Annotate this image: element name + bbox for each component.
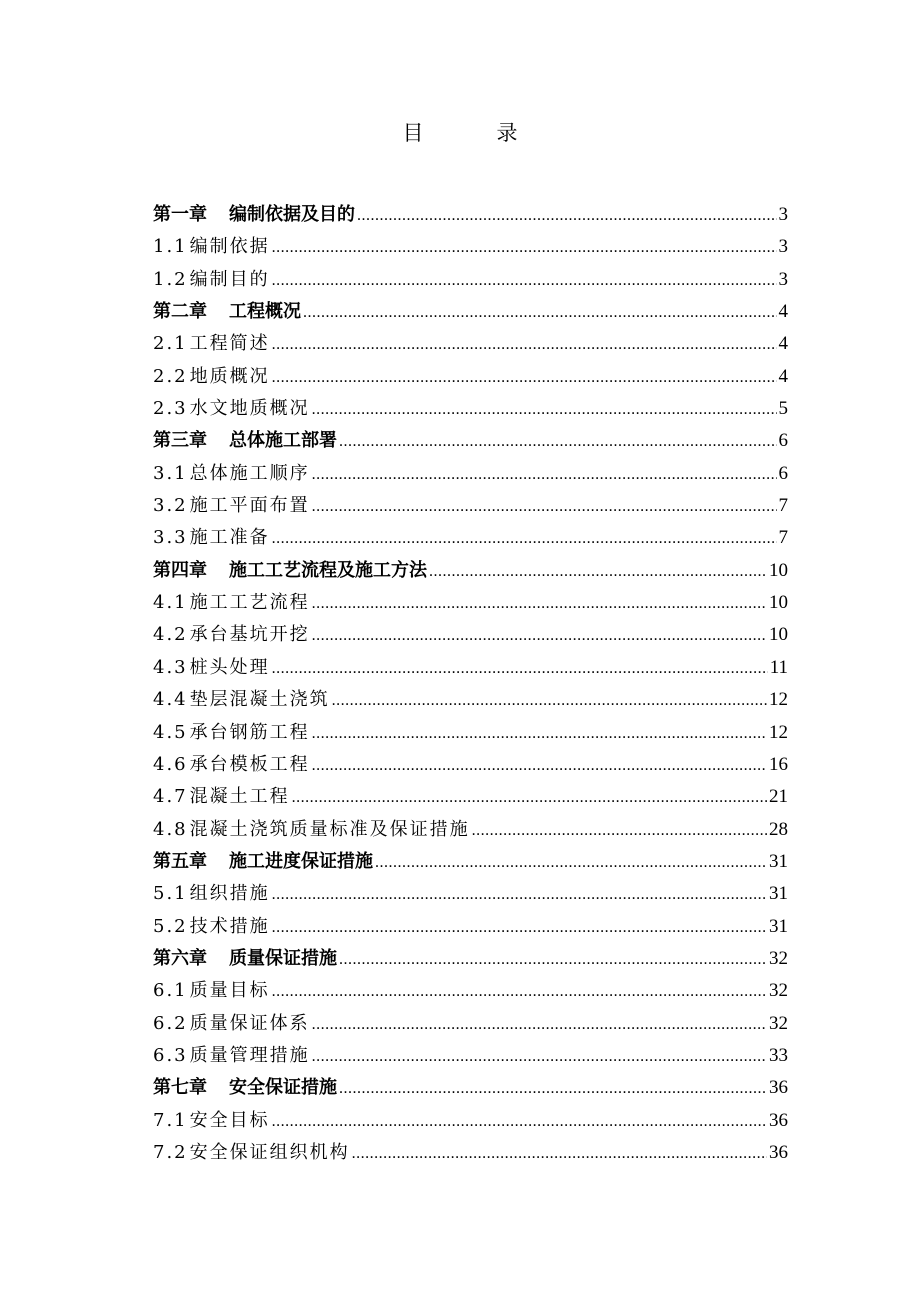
toc-entry-text: [153, 717, 310, 749]
toc-entry-number: 2.1: [153, 333, 188, 355]
toc-entry-number: 4.1: [153, 592, 188, 614]
toc-entry-text: [153, 328, 270, 360]
toc-page-number: 10: [769, 559, 788, 581]
toc-entry-title: 工程简述: [189, 333, 270, 355]
toc-dot-leader: [332, 683, 767, 717]
toc-page-number: 6: [778, 462, 788, 484]
toc-entry-number: 6.3: [153, 1044, 188, 1066]
toc-entry-text: [153, 781, 290, 813]
toc-page-number: 36: [769, 1109, 788, 1131]
toc-entry-title: 质量保证措施: [229, 947, 337, 969]
toc-entry-number: 3.1: [153, 462, 188, 484]
toc-entry-title: 质量管理措施: [189, 1044, 310, 1066]
toc-page-number: 32: [769, 947, 788, 969]
toc-dot-leader: [357, 198, 777, 232]
toc-entry-title: 工程概况: [229, 301, 301, 323]
toc-entry-title: 总体施工顺序: [189, 462, 310, 484]
toc-section-entry[interactable]: [153, 1104, 788, 1136]
toc-page-number: 36: [769, 1077, 788, 1099]
toc-section-entry[interactable]: [153, 877, 788, 909]
toc-entry-text: [153, 911, 270, 943]
toc-entry-number: 6.2: [153, 1012, 188, 1034]
toc-dot-leader: [312, 489, 777, 523]
toc-dot-leader: [272, 360, 777, 394]
toc-entry-number: 4.6: [153, 753, 188, 775]
toc-entry-number: 1.2: [153, 268, 188, 290]
toc-title: 目 录: [402, 121, 544, 145]
toc-section-entry[interactable]: [153, 651, 788, 683]
toc-section-entry[interactable]: [153, 521, 788, 553]
toc-entry-title: 安全保证组织机构: [189, 1141, 350, 1163]
toc-entry-text: [153, 975, 270, 1007]
toc-page-number: 16: [769, 753, 788, 775]
toc-entry-number: 5.2: [153, 915, 188, 937]
toc-entry-title: 混凝土浇筑质量标准及保证措施: [189, 818, 470, 840]
toc-section-entry[interactable]: [153, 392, 788, 424]
toc-section-entry[interactable]: [153, 1007, 788, 1039]
toc-dot-leader: [312, 457, 777, 491]
toc-section-entry[interactable]: [153, 813, 788, 845]
toc-entry-text: [153, 1105, 270, 1137]
toc-entry-text: [153, 264, 270, 296]
toc-entry-text: [153, 361, 270, 393]
toc-dot-leader: [352, 1136, 767, 1170]
toc-entry-number: 4.8: [153, 818, 188, 840]
toc-chapter-entry[interactable]: [153, 942, 788, 974]
toc-entry-title: 地质概况: [189, 365, 270, 387]
toc-entry-title: 安全保证措施: [229, 1077, 337, 1099]
toc-entry-title: 承台钢筋工程: [189, 721, 310, 743]
toc-entry-number: 2.2: [153, 365, 188, 387]
toc-section-entry[interactable]: [153, 780, 788, 812]
toc-entry-title: 质量目标: [189, 980, 270, 1002]
toc-entry-number: 4.7: [153, 786, 188, 808]
toc-page-number: 31: [769, 883, 788, 905]
toc-dot-leader: [312, 716, 767, 750]
toc-list: [153, 198, 788, 1168]
toc-entry-text: [153, 749, 310, 781]
toc-entry-number: 第六章: [153, 947, 207, 969]
toc-entry-text: [153, 296, 301, 328]
toc-chapter-entry[interactable]: [153, 295, 788, 327]
toc-page-number: 3: [778, 268, 788, 290]
toc-entry-title: 垫层混凝土浇筑: [189, 689, 330, 711]
toc-entry-text: [153, 393, 310, 425]
toc-dot-leader: [272, 877, 767, 911]
toc-chapter-entry[interactable]: [153, 424, 788, 456]
toc-entry-title: 施工平面布置: [189, 495, 310, 517]
toc-page-number: 7: [778, 495, 788, 517]
toc-page-number: 6: [778, 430, 788, 452]
toc-section-entry[interactable]: [153, 360, 788, 392]
toc-page-number: 33: [769, 1044, 788, 1066]
toc-entry-title: 总体施工部署: [229, 430, 337, 452]
toc-section-entry[interactable]: [153, 489, 788, 521]
toc-entry-title: 水文地质概况: [189, 398, 310, 420]
toc-dot-leader: [339, 942, 767, 976]
toc-entry-text: [153, 684, 330, 716]
toc-section-entry[interactable]: [153, 586, 788, 618]
toc-entry-text: [153, 555, 427, 587]
toc-entry-title: 组织措施: [189, 883, 270, 905]
toc-section-entry[interactable]: [153, 263, 788, 295]
toc-entry-title: 技术措施: [189, 915, 270, 937]
toc-entry-title: 施工工艺流程及施工方法: [229, 559, 427, 581]
toc-entry-title: 承台基坑开挖: [189, 624, 310, 646]
toc-section-entry[interactable]: [153, 910, 788, 942]
toc-entry-number: 第五章: [153, 850, 207, 872]
toc-entry-number: 5.1: [153, 883, 188, 905]
toc-section-entry[interactable]: [153, 457, 788, 489]
toc-dot-leader: [292, 780, 767, 814]
toc-page-number: 31: [769, 915, 788, 937]
toc-entry-title: 桩头处理: [189, 656, 270, 678]
toc-entry-text: [153, 652, 270, 684]
toc-page-number: 21: [769, 786, 788, 808]
toc-entry-title: 编制依据: [189, 236, 270, 258]
toc-entry-number: 6.1: [153, 980, 188, 1002]
toc-entry-number: 4.4: [153, 689, 188, 711]
toc-page-number: 28: [769, 818, 788, 840]
toc-section-entry[interactable]: [153, 1039, 788, 1071]
toc-page-number: 4: [778, 365, 788, 387]
toc-dot-leader: [472, 813, 767, 847]
toc-section-entry[interactable]: [153, 683, 788, 715]
toc-page-number: 10: [769, 624, 788, 646]
toc-entry-number: 第二章: [153, 301, 207, 323]
toc-entry-text: [153, 490, 310, 522]
toc-entry-number: 4.5: [153, 721, 188, 743]
toc-chapter-entry[interactable]: [153, 198, 788, 230]
toc-entry-number: 第三章: [153, 430, 207, 452]
toc-entry-text: [153, 943, 337, 975]
toc-entry-text: [153, 1040, 310, 1072]
toc-entry-title: 施工准备: [189, 527, 270, 549]
toc-entry-title: 施工进度保证措施: [229, 850, 373, 872]
toc-entry-number: 第四章: [153, 559, 207, 581]
toc-entry-number: 7.2: [153, 1141, 188, 1163]
toc-dot-leader: [272, 1104, 767, 1138]
toc-page-number: 5: [778, 398, 788, 420]
toc-dot-leader: [339, 424, 777, 458]
toc-page-number: 31: [769, 850, 788, 872]
toc-dot-leader: [312, 392, 777, 426]
toc-entry-number: 第一章: [153, 204, 207, 225]
toc-chapter-entry[interactable]: [153, 845, 788, 877]
toc-dot-leader: [272, 974, 767, 1008]
toc-entry-text: [153, 587, 310, 619]
toc-entry-text: [153, 1008, 310, 1040]
toc-dot-leader: [272, 263, 777, 297]
toc-page-number: 4: [778, 301, 788, 323]
toc-entry-text: [153, 231, 270, 263]
toc-section-entry[interactable]: [153, 748, 788, 780]
toc-entry-title: 安全目标: [189, 1109, 270, 1131]
toc-entry-text: [153, 619, 310, 651]
toc-entry-number: 4.3: [153, 656, 188, 678]
toc-section-entry[interactable]: [153, 230, 788, 262]
toc-entry-title: 混凝土工程: [189, 786, 290, 808]
toc-dot-leader: [339, 1071, 767, 1105]
toc-page-number: 12: [769, 689, 788, 711]
toc-entry-text: [153, 425, 337, 457]
toc-entry-text: [153, 199, 355, 231]
toc-entry-number: 3.3: [153, 527, 188, 549]
toc-page-number: 32: [769, 980, 788, 1002]
toc-dot-leader: [303, 295, 777, 329]
toc-section-entry[interactable]: [153, 618, 788, 650]
toc-section-entry[interactable]: [153, 327, 788, 359]
toc-entry-text: [153, 846, 373, 878]
toc-entry-number: 3.2: [153, 495, 188, 517]
toc-entry-text: [153, 1137, 350, 1169]
toc-entry-text: [153, 522, 270, 554]
toc-entry-title: 承台模板工程: [189, 753, 310, 775]
toc-dot-leader: [312, 748, 767, 782]
toc-page-number: 3: [778, 204, 788, 225]
toc-chapter-entry[interactable]: [153, 554, 788, 586]
toc-section-entry[interactable]: [153, 1136, 788, 1168]
toc-page-number: 10: [769, 592, 788, 614]
toc-dot-leader: [312, 618, 767, 652]
toc-entry-number: 4.2: [153, 624, 188, 646]
toc-entry-number: 1.1: [153, 236, 188, 258]
toc-entry-number: 7.1: [153, 1109, 188, 1131]
toc-page-number: 12: [769, 721, 788, 743]
toc-page-number: 7: [778, 527, 788, 549]
toc-dot-leader: [312, 1007, 767, 1041]
toc-page-number: 36: [769, 1141, 788, 1163]
toc-chapter-entry[interactable]: [153, 1071, 788, 1103]
toc-entry-title: 编制目的: [189, 268, 270, 290]
toc-entry-title: 编制依据及目的: [229, 204, 355, 225]
toc-entry-number: 2.3: [153, 398, 188, 420]
toc-section-entry[interactable]: [153, 974, 788, 1006]
toc-section-entry[interactable]: [153, 716, 788, 748]
toc-dot-leader: [272, 910, 767, 944]
toc-entry-text: [153, 458, 310, 490]
toc-dot-leader: [429, 554, 767, 588]
toc-entry-title: 质量保证体系: [189, 1012, 310, 1034]
toc-dot-leader: [272, 327, 777, 361]
toc-entry-number: 第七章: [153, 1077, 207, 1099]
toc-page-number: 32: [769, 1012, 788, 1034]
toc-dot-leader: [312, 1039, 767, 1073]
toc-entry-title: 施工工艺流程: [189, 592, 310, 614]
toc-entry-text: [153, 878, 270, 910]
toc-entry-text: [153, 1072, 337, 1104]
toc-dot-leader: [375, 845, 767, 879]
toc-dot-leader: [272, 521, 777, 555]
toc-page-number: 4: [778, 333, 788, 355]
toc-entry-text: [153, 814, 470, 846]
toc-dot-leader: [312, 586, 767, 620]
toc-dot-leader: [272, 651, 768, 685]
toc-dot-leader: [272, 230, 777, 264]
toc-page-number: 11: [769, 656, 788, 678]
toc-page-number: 3: [778, 236, 788, 258]
